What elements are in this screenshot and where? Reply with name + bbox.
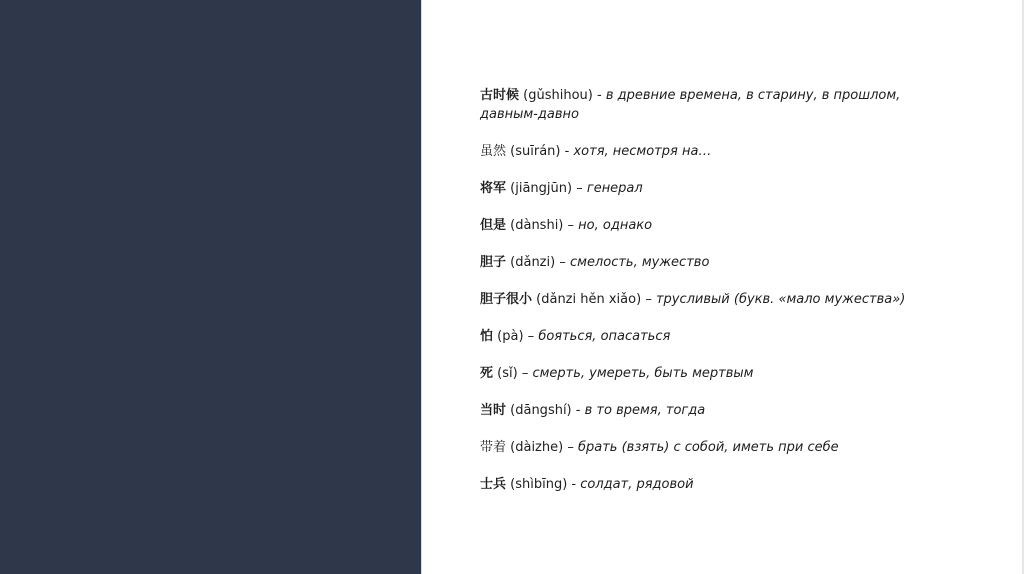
vocab-hanzi: 胆子很小 — [480, 292, 533, 307]
vocab-hanzi: 虽然 — [480, 144, 507, 159]
vocab-entry — [480, 179, 920, 198]
vocab-pinyin: (dànshi) — [510, 218, 564, 233]
vocab-pinyin: (gǔshihou) — [523, 88, 593, 103]
vocab-separator: – — [527, 329, 535, 344]
vocab-meaning: хотя, несмотря на… — [573, 144, 712, 159]
vocab-meaning: трусливый (букв. «мало мужества») — [655, 292, 906, 307]
vocab-pinyin: (suīrán) — [510, 144, 561, 159]
vocab-separator: – — [521, 366, 529, 381]
vocab-pinyin: (dāngshí) — [510, 403, 572, 418]
left-dark-panel — [0, 0, 421, 574]
vocab-pinyin: (dǎnzi) — [510, 255, 556, 270]
vocab-pinyin: (jiāngjūn) — [510, 181, 573, 196]
vocab-meaning: брать (взять) с собой, иметь при себе — [577, 440, 839, 455]
vocabulary-list — [480, 86, 920, 512]
vocab-entry — [480, 364, 920, 383]
vocab-pinyin: (shìbīng) — [510, 477, 568, 492]
vocab-hanzi: 当时 — [480, 403, 507, 418]
vocab-hanzi: 士兵 — [480, 477, 507, 492]
vocab-meaning: смелость, мужество — [569, 255, 710, 270]
vocab-entry — [480, 475, 920, 494]
vocab-entry — [480, 438, 920, 457]
vocab-entry — [480, 401, 920, 420]
vocab-entry — [480, 290, 920, 309]
vocab-meaning: генерал — [586, 181, 643, 196]
vocab-pinyin: (dǎnzi hěn xiǎo) — [536, 292, 642, 307]
vocab-hanzi: 胆子 — [480, 255, 507, 270]
vocab-separator: – — [559, 255, 566, 270]
vocab-hanzi: 带着 — [480, 440, 507, 455]
vocab-separator: - — [575, 403, 581, 418]
vocab-entry — [480, 327, 920, 346]
vocab-meaning: бояться, опасаться — [538, 329, 671, 344]
vocab-entry — [480, 253, 920, 272]
vocab-pinyin: (sǐ) — [497, 366, 518, 381]
vocab-separator: - — [571, 477, 577, 492]
vocab-hanzi: 怕 — [480, 329, 494, 344]
vocab-separator: – — [567, 218, 575, 233]
vocab-entry — [480, 142, 920, 161]
vocab-meaning: но, однако — [578, 218, 653, 233]
vocab-separator: – — [645, 292, 652, 307]
vocab-pinyin: (dàizhe) — [510, 440, 564, 455]
vocab-separator: - — [564, 144, 570, 159]
vocab-separator: - — [597, 88, 602, 103]
vocab-hanzi: 死 — [480, 366, 494, 381]
vocab-meaning: солдат, рядовой — [580, 477, 694, 492]
vocab-hanzi: 古时候 — [480, 88, 520, 103]
vocab-meaning: в древние времена, в старину, в прошлом, давным-давно — [480, 88, 901, 122]
vocab-meaning: в то время, тогда — [584, 403, 706, 418]
vocab-pinyin: (pà) — [497, 329, 524, 344]
panel-divider — [421, 0, 422, 574]
vocab-hanzi: 将军 — [480, 181, 507, 196]
vocab-entry — [480, 86, 920, 124]
vocab-meaning: смерть, умереть, быть мертвым — [532, 366, 754, 381]
vocab-entry — [480, 216, 920, 235]
vocab-separator: – — [567, 440, 574, 455]
vocab-hanzi: 但是 — [480, 218, 507, 233]
vocab-separator: – — [576, 181, 583, 196]
